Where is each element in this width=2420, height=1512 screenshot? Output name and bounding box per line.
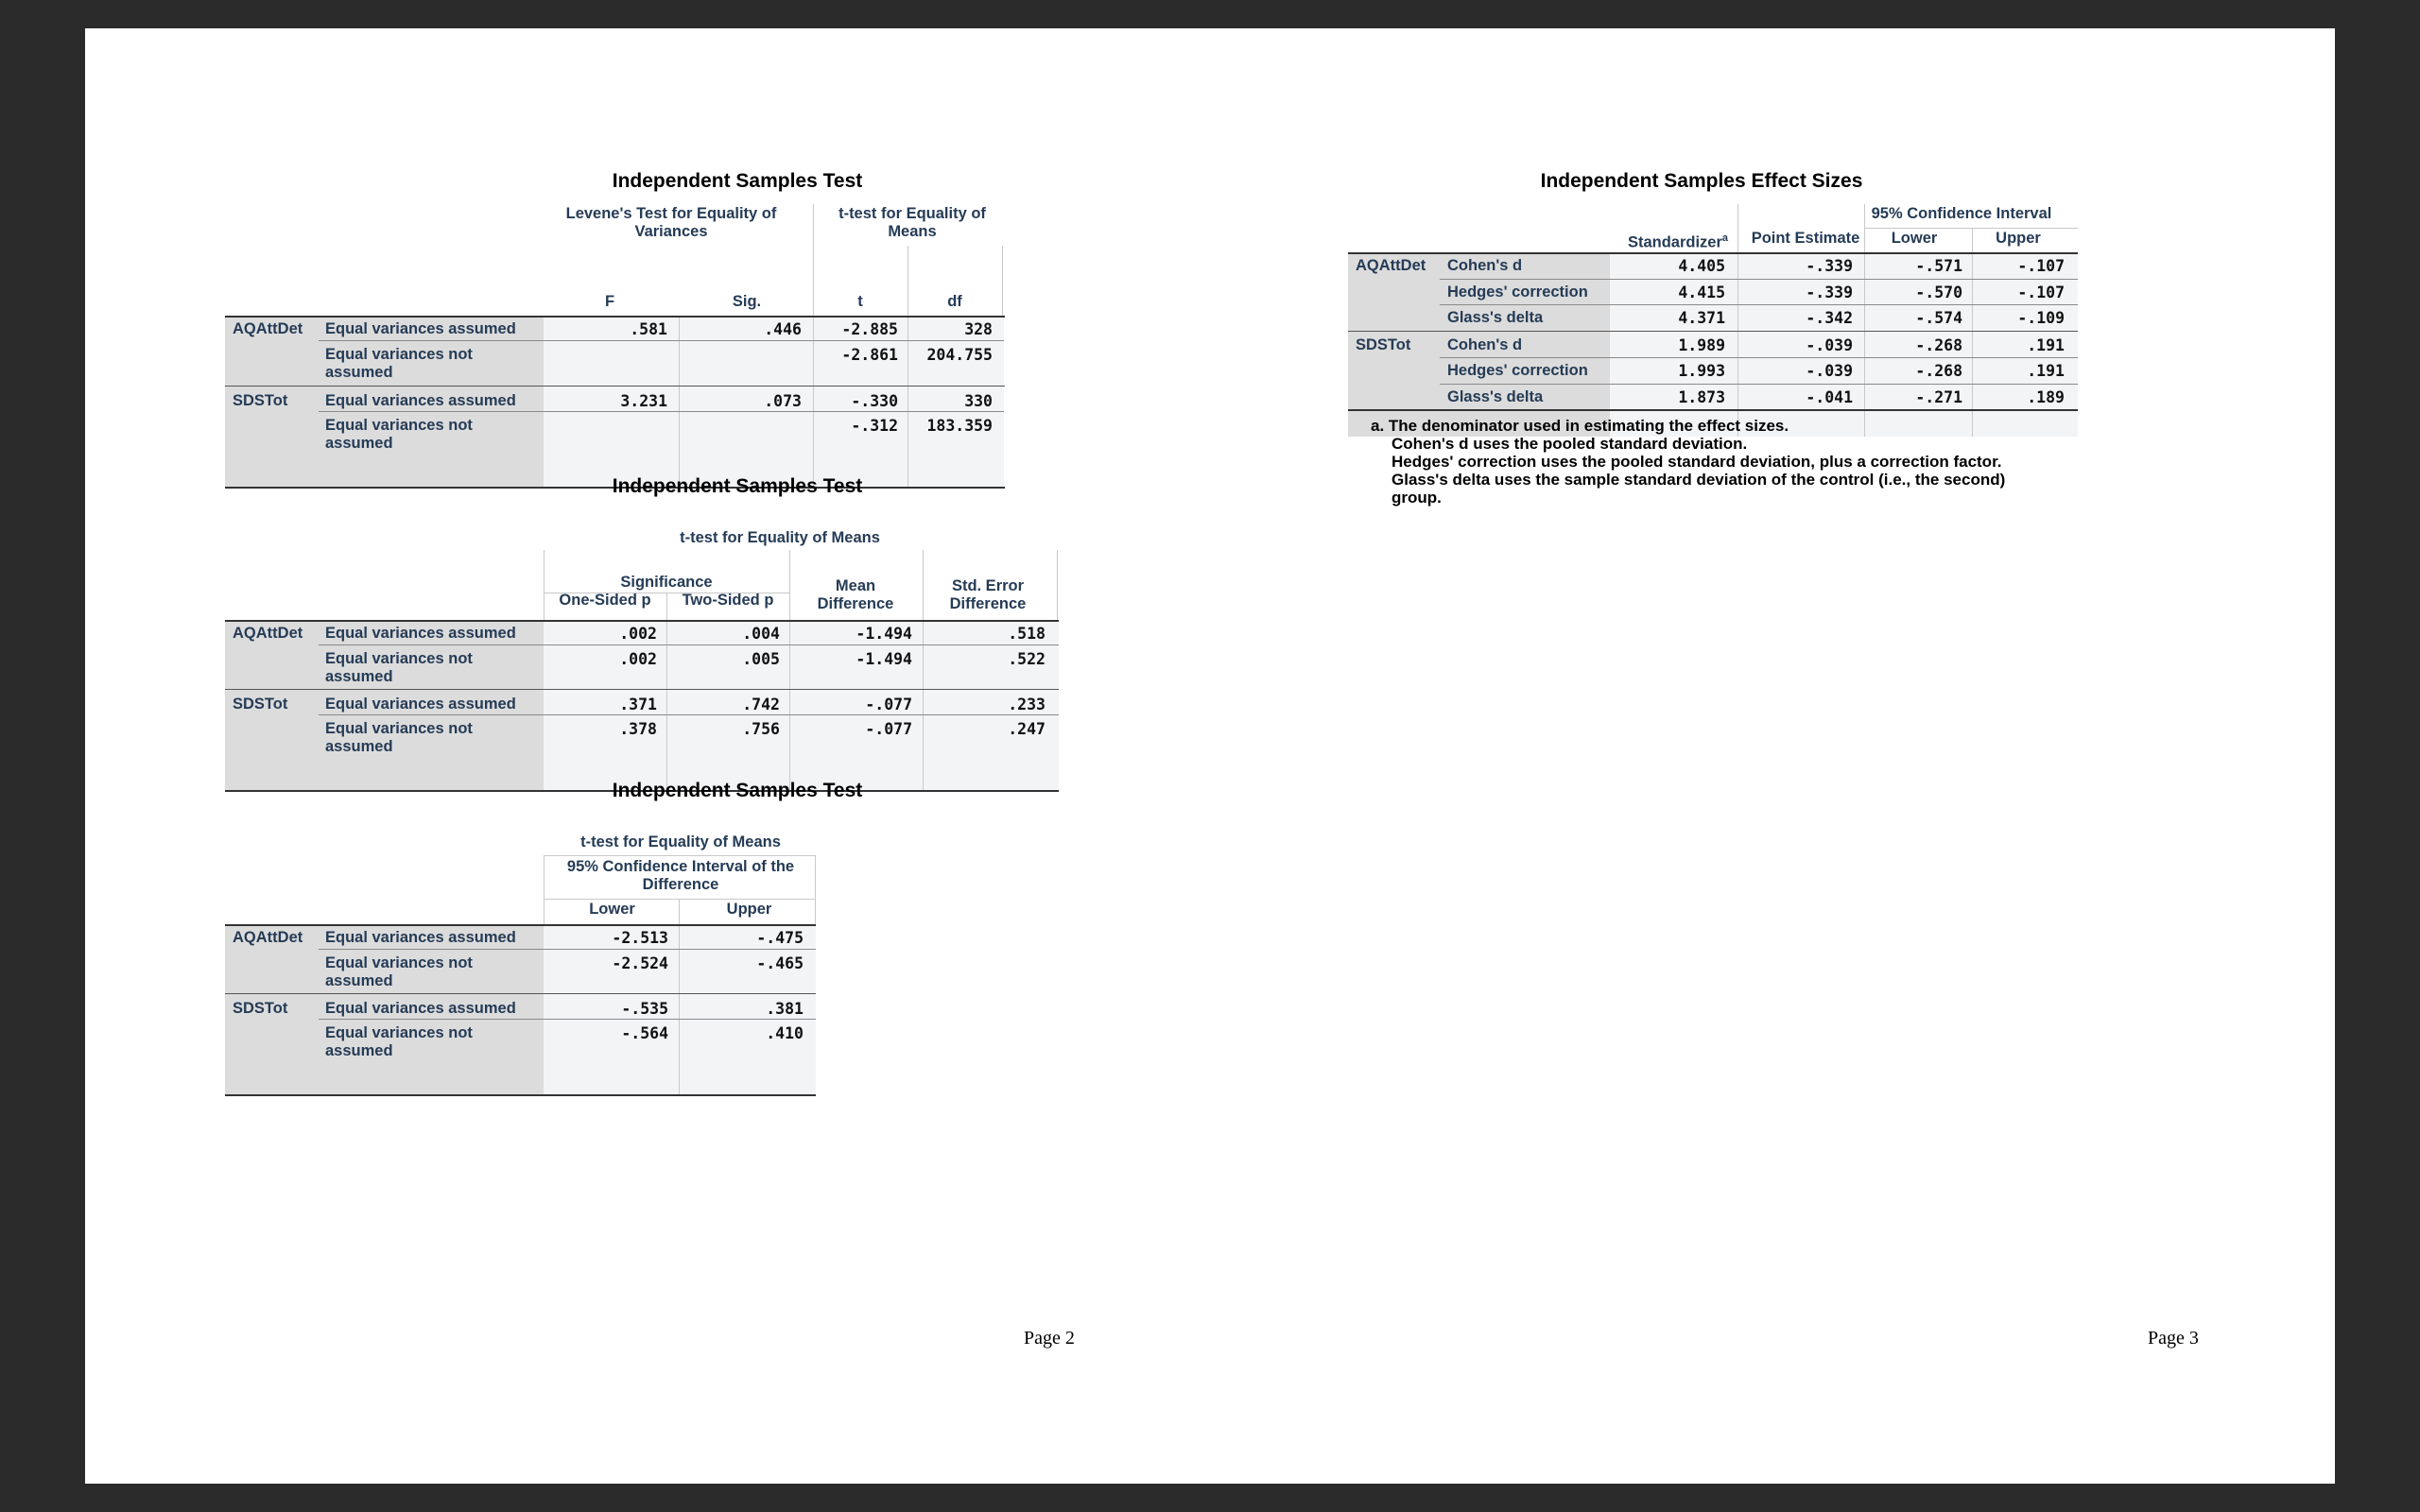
cell-lower: -.564	[621, 1024, 668, 1042]
measure-label: Glass's delta	[1447, 388, 1544, 405]
var-label: AQAttDet	[233, 625, 303, 642]
page-number: Page 2	[1024, 1328, 1075, 1349]
cell-std-err: .522	[1008, 650, 1046, 668]
cell-upper: .191	[2027, 362, 2065, 380]
var-label: SDSTot	[233, 392, 288, 409]
ttest-header: t-test for Equality of Means	[580, 833, 781, 850]
var-label: SDSTot	[233, 696, 288, 713]
ci-header: 95% Confidence Interval	[1871, 205, 2052, 222]
cell-standardizer: 1.989	[1678, 336, 1725, 354]
footnote: a. The denominator used in estimating the effect sizes.	[1371, 417, 1789, 435]
measure-label: Glass's delta	[1447, 309, 1544, 326]
row-label: Equal variances not assumed	[325, 346, 473, 381]
cell-mean-diff: -.077	[865, 696, 912, 713]
cell-lower: -.268	[1915, 336, 1962, 354]
cell-two-sided: .004	[742, 625, 780, 643]
table-title: Independent Samples Test	[612, 475, 863, 497]
cell-standardizer: 1.993	[1678, 362, 1725, 380]
cell-standardizer: 4.371	[1678, 309, 1725, 327]
cell-point-estimate: -.039	[1806, 362, 1853, 380]
table-title: Independent Samples Effect Sizes	[1540, 170, 1863, 192]
cell-f: 3.231	[620, 392, 667, 410]
col-t: t	[857, 293, 863, 310]
cell-standardizer: 1.873	[1678, 388, 1725, 406]
cell-point-estimate: -.342	[1806, 309, 1853, 327]
cell-std-err: .247	[1008, 720, 1046, 738]
col-upper: Upper	[1996, 230, 2041, 247]
col-sig: Sig.	[732, 293, 762, 310]
var-label: AQAttDet	[233, 320, 303, 337]
cell-upper: -.109	[2017, 309, 2065, 327]
var-label: SDSTot	[1356, 336, 1411, 353]
cell-std-err: .518	[1008, 625, 1046, 643]
var-label: AQAttDet	[1356, 257, 1426, 274]
cell-lower: -.571	[1915, 257, 1962, 275]
footnote: group.	[1392, 489, 1442, 507]
cell-sig: .446	[764, 320, 802, 338]
measure-label: Cohen's d	[1447, 336, 1523, 353]
cell-two-sided: .756	[742, 720, 780, 738]
cell-t: -2.885	[841, 320, 898, 338]
cell-f: .581	[630, 320, 667, 338]
row-label: Equal variances assumed	[325, 696, 516, 713]
row-label: Equal variances not assumed	[325, 650, 473, 685]
measure-label: Hedges' correction	[1447, 362, 1588, 379]
ci-header: 95% Confidence Interval of the Difference	[566, 858, 795, 893]
col-df: df	[947, 293, 962, 310]
cell-two-sided: .742	[742, 696, 780, 713]
ttest-header: t-test for Equality of Means	[680, 529, 880, 546]
cell-upper: .410	[766, 1024, 804, 1042]
col-f: F	[604, 293, 615, 310]
cell-upper: -.475	[756, 929, 804, 947]
cell-lower: -2.513	[612, 929, 668, 947]
cell-point-estimate: -.339	[1806, 257, 1853, 275]
col-two-sided: Two-Sided p	[682, 592, 774, 609]
measure-label: Hedges' correction	[1447, 284, 1588, 301]
cell-lower: -.570	[1915, 284, 1962, 301]
var-label: AQAttDet	[233, 929, 303, 946]
cell-upper: -.465	[756, 954, 804, 972]
cell-df: 204.755	[926, 346, 993, 364]
footnote: Hedges' correction uses the pooled standard deviation, plus a correction factor.	[1392, 453, 2002, 471]
cell-upper: .191	[2027, 336, 2065, 354]
cell-mean-diff: -1.494	[856, 650, 912, 668]
significance-header: Significance	[620, 574, 713, 591]
col-one-sided: One-Sided p	[559, 592, 651, 609]
cell-point-estimate: -.339	[1806, 284, 1853, 301]
cell-t: -.330	[851, 392, 898, 410]
row-label: Equal variances assumed	[325, 1000, 516, 1017]
page-number: Page 3	[2148, 1328, 2199, 1349]
cell-standardizer: 4.415	[1678, 284, 1725, 301]
row-label: Equal variances assumed	[325, 320, 516, 337]
table-title: Independent Samples Test	[612, 170, 863, 192]
cell-upper: -.107	[2017, 284, 2065, 301]
document-page	[85, 28, 2335, 1484]
cell-two-sided: .005	[742, 650, 780, 668]
cell-one-sided: .378	[619, 720, 657, 738]
row-label: Equal variances assumed	[325, 929, 516, 946]
cell-one-sided: .002	[619, 625, 657, 643]
row-label: Equal variances not assumed	[325, 417, 473, 452]
cell-lower: -.535	[621, 1000, 668, 1018]
col-standardizer: Standardizer$^a$	[1627, 232, 1729, 251]
measure-label: Cohen's d	[1447, 257, 1523, 274]
levene-header: Levene's Test for Equality of Variances	[565, 205, 777, 240]
ttest-header: t-test for Equality of Means	[838, 205, 986, 240]
cell-mean-diff: -1.494	[856, 625, 912, 643]
cell-upper: -.107	[2017, 257, 2065, 275]
col-point-estimate: Point Estimate	[1751, 230, 1860, 247]
cell-one-sided: .371	[619, 696, 657, 713]
cell-std-err: .233	[1008, 696, 1046, 713]
cell-df: 330	[964, 392, 993, 410]
col-mean-difference: Mean Difference	[817, 577, 894, 612]
cell-lower: -.268	[1915, 362, 1962, 380]
cell-sig: .073	[764, 392, 802, 410]
cell-t: -.312	[851, 417, 898, 435]
cell-mean-diff: -.077	[865, 720, 912, 738]
col-lower: Lower	[1891, 230, 1938, 247]
row-label: Equal variances not assumed	[325, 954, 473, 989]
cell-upper: .381	[766, 1000, 804, 1018]
row-label: Equal variances not assumed	[325, 1024, 473, 1059]
cell-one-sided: .002	[619, 650, 657, 668]
col-std-error: Std. Error Difference	[949, 577, 1027, 612]
cell-point-estimate: -.041	[1806, 388, 1853, 406]
cell-lower: -2.524	[612, 954, 668, 972]
cell-t: -2.861	[841, 346, 898, 364]
cell-upper: .189	[2027, 388, 2065, 406]
cell-lower: -.574	[1915, 309, 1962, 327]
footnote: Cohen's d uses the pooled standard deviation.	[1392, 435, 1748, 453]
footnote: Glass's delta uses the sample standard deviation of the control (i.e., the second)	[1392, 471, 2006, 489]
table-title: Independent Samples Test	[612, 780, 863, 801]
row-label: Equal variances assumed	[325, 392, 516, 409]
col-upper: Upper	[726, 901, 772, 918]
cell-standardizer: 4.405	[1678, 257, 1725, 275]
cell-point-estimate: -.039	[1806, 336, 1853, 354]
row-label: Equal variances not assumed	[325, 720, 473, 755]
cell-lower: -.271	[1915, 388, 1962, 406]
row-label: Equal variances assumed	[325, 625, 516, 642]
col-lower: Lower	[589, 901, 635, 918]
cell-df: 328	[964, 320, 993, 338]
cell-df: 183.359	[926, 417, 993, 435]
var-label: SDSTot	[233, 1000, 288, 1017]
